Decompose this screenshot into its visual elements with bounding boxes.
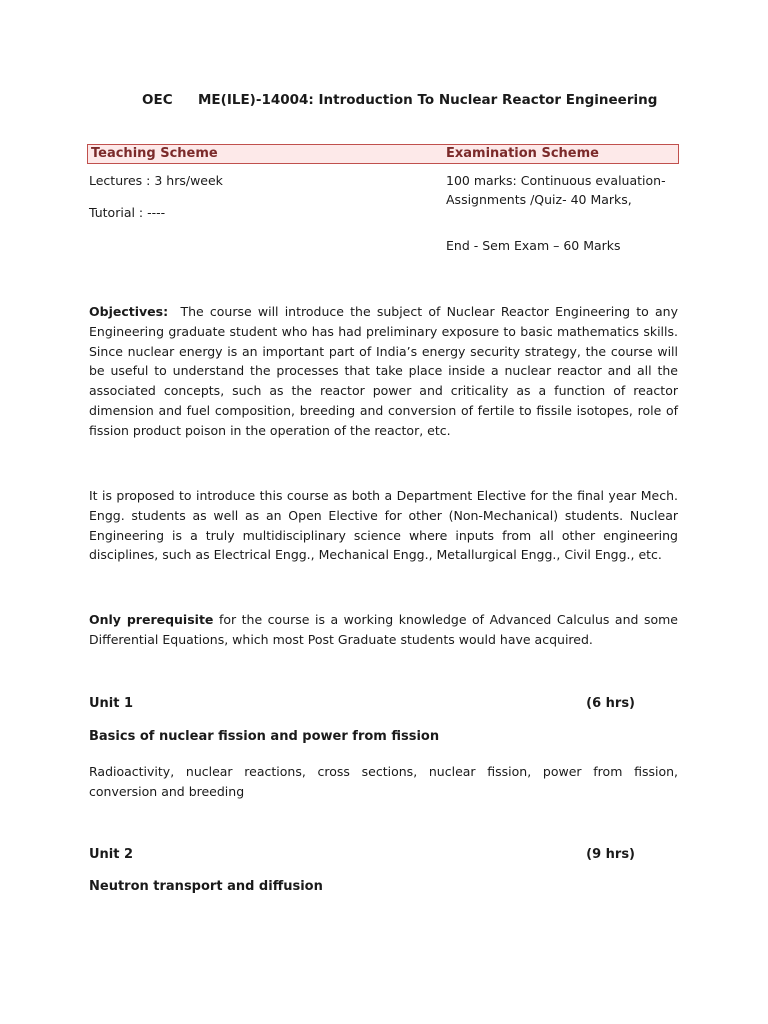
- course-title: [142, 92, 657, 108]
- exam-end-sem: End - Sem Exam – 60 Marks: [446, 238, 621, 253]
- prerequisite-label: Only prerequisite: [89, 612, 214, 627]
- scheme-header-row: [87, 144, 679, 164]
- objectives-paragraph: [89, 302, 678, 441]
- unit-2-name: Unit 2: [89, 847, 134, 862]
- course-name: ME(ILE)-14004: Introduction To Nuclear Reactor Engineering: [198, 92, 658, 108]
- proposal-text: It is proposed to introduce this course as both a Department Elective for the final year Mech. Engg. students as well as an Open Elective for other (Non-Mechanical) students. Nuclear Engineering is a truly multidisciplinary science where inputs from all other engineering disciplines, such as Electrical Engg., Mechanical Engg., Metallurgical Engg., Civil Engg., etc.: [89, 488, 678, 563]
- teaching-scheme-label: Teaching Scheme: [91, 146, 218, 161]
- unit-1-content-text: Radioactivity, nuclear reactions, cross sections, nuclear fission, power from fission, conversion and breeding: [89, 764, 678, 799]
- objectives-label: Objectives:: [89, 304, 169, 319]
- exam-continuous-evaluation: 100 marks: Continuous evaluation-: [446, 173, 666, 188]
- unit-1-header: [89, 696, 635, 711]
- prerequisite-text: for the course is a working knowledge of Advanced Calculus and some Differential Equations, which most Post Graduate students would have acquired.: [89, 612, 678, 647]
- unit-2-header: [89, 847, 635, 862]
- examination-scheme-label: Examination Scheme: [446, 146, 599, 161]
- tutorial-text: Tutorial : ----: [89, 205, 166, 220]
- proposal-paragraph: [89, 486, 678, 565]
- unit-1-content: [89, 762, 678, 802]
- objectives-text: The course will introduce the subject of Nuclear Reactor Engineering to any Engineering graduate student who has had preliminary exposure to basic mathematics skills. Since nuclear energy is an important part of India’s energy security strategy, the course will be useful to understand the processes that take place inside a nuclear reactor and all the associated concepts, such as the reactor power and criticality as a function of reactor dimension and fuel composition, breeding and conversion of fertile to fissile isotopes, role of fission product poison in the operation of the reactor, etc.: [89, 304, 678, 438]
- unit-1-hours: (6 hrs): [586, 696, 635, 711]
- exam-assignments-quiz: Assignments /Quiz- 40 Marks,: [446, 192, 632, 207]
- course-category: OEC: [142, 92, 173, 108]
- lectures-text: Lectures : 3 hrs/week: [89, 173, 223, 188]
- prerequisite-paragraph: [89, 610, 678, 650]
- unit-1-name: Unit 1: [89, 696, 134, 711]
- unit-2-hours: (9 hrs): [586, 847, 635, 862]
- unit-1-title: Basics of nuclear fission and power from fission: [89, 729, 440, 744]
- unit-2-title: Neutron transport and diffusion: [89, 879, 323, 894]
